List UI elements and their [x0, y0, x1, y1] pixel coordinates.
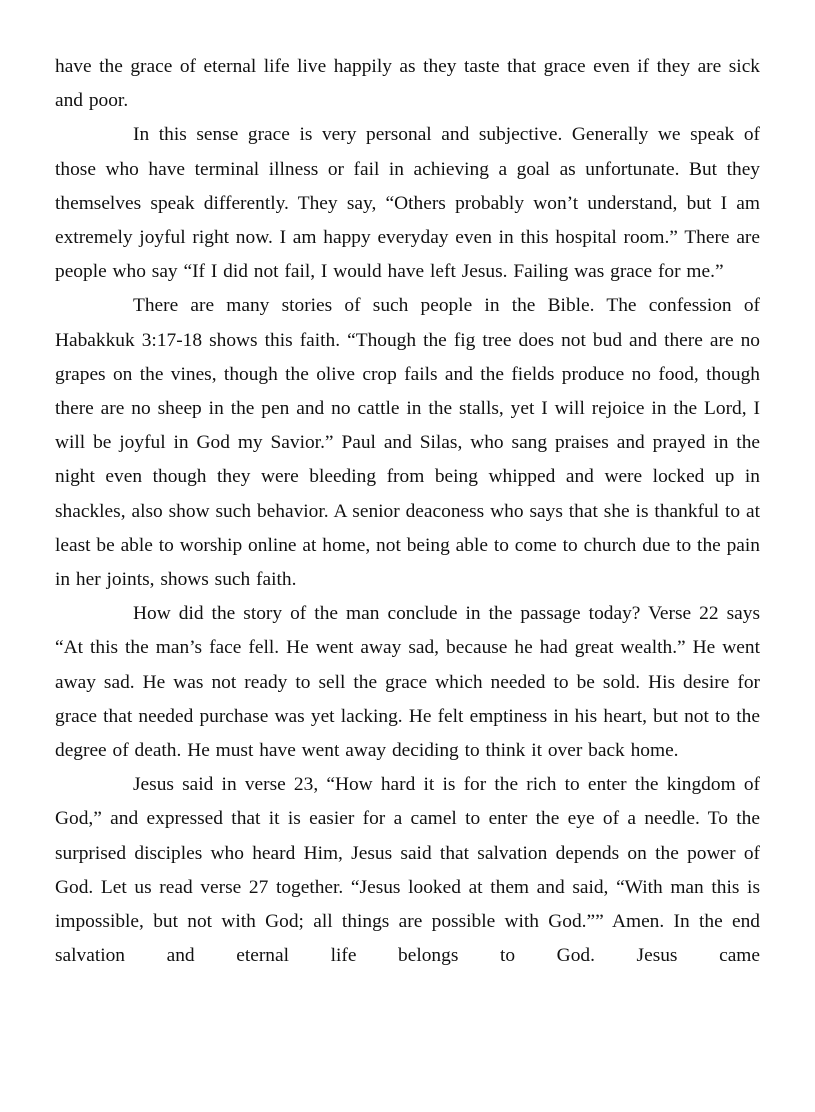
paragraph-3: There are many stories of such people in the Bible. The confession of Habakkuk 3:17-18 shows this faith. “Though the fig tree does not bud and there are no grapes on the vines, though the olive crop fails and the fields produce no food, though there are no sheep in the pen and no cattle in the stalls, yet I will rejoice in the Lord, I will be joyful in God my Savior.” Paul and Silas, who sang praises and prayed in the night even though they were bleeding from being whipped and were locked up in shackles, also show such behavior. A senior deaconess who says that she is thankful to at least be able to worship online at home, not being able to come to church due to the pain in her joints, shows such faith. — [55, 295, 760, 591]
paragraph-4: How did the story of the man conclude in the passage today? Verse 22 says “At this the man’s face fell. He went away sad, because he had great wealth.” He went away sad. He was not ready to sell the grace which needed to be sold. His desire for grace that needed purchase was yet lacking. He felt emptiness in his heart, but not to the degree of death. He must have went away deciding to think it over back home. — [55, 603, 760, 762]
paragraph-2: In this sense grace is very personal and subjective. Generally we speak of those who have terminal illness or fail in achieving a goal as unfortunate. But they themselves speak differently. They say, “Others probably won’t understand, but I am extremely joyful right now. I am happy everyday even in this hospital room.” There are people who say “If I did not fail, I would have left Jesus. Failing was grace for me.” — [55, 124, 760, 283]
document-page — [55, 50, 760, 973]
paragraph-5: Jesus said in verse 23, “How hard it is for the rich to enter the kingdom of God,” and expressed that it is easier for a camel to enter the eye of a needle. To the surprised disciples who heard Him, Jesus said that salvation depends on the power of God. Let us read verse 27 together. “Jesus looked at them and said, “With man this is impossible, but not with God; all things are possible with God.”” Amen. In the end salvation and eternal life belongs to God. Jesus came — [55, 774, 760, 967]
paragraph-1: have the grace of eternal life live happily as they taste that grace even if they are sick and poor. — [55, 56, 760, 112]
